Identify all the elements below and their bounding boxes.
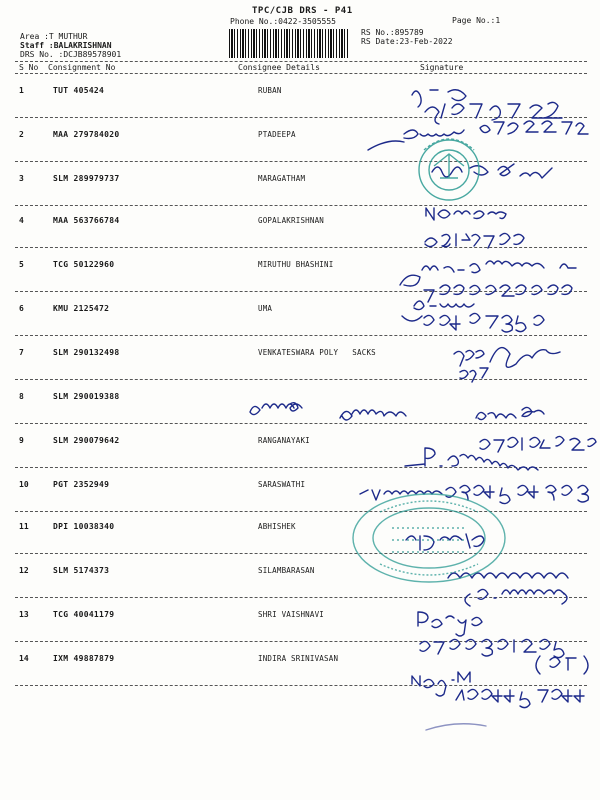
row-sno: 9 (19, 436, 24, 445)
page-title: TPC/CJB DRS - P41 (252, 6, 353, 16)
row-consignment-no: TCG 50122960 (53, 260, 115, 269)
row-consignee-name: MIRUTHU BHASHINI (258, 260, 334, 269)
row-sno: 14 (19, 654, 29, 663)
row-sno: 10 (19, 480, 29, 489)
row-consignee-name: ABHISHEK (258, 522, 296, 531)
stray-mark (426, 724, 486, 730)
row-consignment-no: KMU 2125472 (53, 304, 110, 313)
signature-row-6 (402, 301, 544, 332)
row-consignee-name: GOPALAKRISHNAN (258, 216, 325, 225)
row-consignment-no: SLM 290132498 (53, 348, 120, 357)
row-sno: 13 (19, 610, 29, 619)
row-consignment-no: SLM 290079642 (53, 436, 120, 445)
row-consignee-name: RUBAN (258, 86, 282, 95)
row-consignment-no: SLM 5174373 (53, 566, 110, 575)
row-consignment-no: MAA 563766784 (53, 216, 120, 225)
col-header-consignee: Consignee Details (238, 63, 320, 72)
row-consignment-no: PGT 2352949 (53, 480, 110, 489)
row-sno: 4 (19, 216, 24, 225)
col-header-sno: S No (19, 63, 39, 72)
row-sno: 3 (19, 174, 24, 183)
signature-row-8 (250, 403, 544, 420)
stamp-oval (353, 494, 505, 582)
row-consignment-no: TCG 40041179 (53, 610, 115, 619)
row-sno: 7 (19, 348, 24, 357)
phone-number: Phone No.:0422-3505555 (230, 17, 336, 26)
row-consignment-no: IXM 49887879 (53, 654, 115, 663)
signature-row-14 (412, 672, 584, 708)
col-header-signature: Signature (420, 63, 464, 72)
row-consignee-name: INDIRA SRINIVASAN (258, 654, 339, 663)
signature-row-5 (400, 261, 576, 302)
staff-label: Staff :BALAKRISHNAN (20, 41, 112, 50)
rs-number: RS No.:895789 (361, 28, 424, 37)
row-sno: 5 (19, 260, 24, 269)
signature-row-7 (454, 348, 560, 382)
row-sno: 6 (19, 304, 24, 313)
row-consignee-name: PTADEEPA (258, 130, 296, 139)
row-consignee-name: VENKATESWARA POLY SACKS (258, 348, 376, 357)
row-consignment-no: DPI 10038340 (53, 522, 115, 531)
row-consignment-no: MAA 279784020 (53, 130, 120, 139)
page-number: Page No.:1 (452, 16, 501, 25)
row-consignee-name: SILAMBARASAN (258, 566, 315, 575)
row-sno: 11 (19, 522, 29, 531)
row-sno: 1 (19, 86, 24, 95)
row-sno: 2 (19, 130, 24, 139)
row-consignment-no: TUT 405424 (53, 86, 105, 95)
signature-row-10 (360, 485, 588, 503)
drs-number: DRS No. :DCJB89578901 (20, 50, 122, 59)
signature-row-4 (425, 208, 524, 248)
area-label: Area :T MUTHUR (20, 32, 88, 41)
signature-row-3 (432, 164, 552, 178)
signature-row-13 (418, 612, 588, 674)
signature-row-1 (412, 90, 562, 124)
row-consignment-no: SLM 290019388 (53, 392, 120, 401)
row-consignment-no: SLM 289979737 (53, 174, 120, 183)
row-consignee-name: UMA (258, 304, 273, 313)
row-consignee-name: RANGANAYAKI (258, 436, 310, 445)
row-sno: 12 (19, 566, 29, 575)
stamp-circle (419, 139, 479, 200)
row-sno: 8 (19, 392, 24, 401)
signature-row-12 (448, 573, 568, 606)
col-header-consignment: Consignment No (48, 63, 116, 72)
signature-row-9 (405, 436, 596, 470)
row-consignee-name: MARAGATHAM (258, 174, 306, 183)
signature-row-2 (368, 121, 588, 150)
rs-date: RS Date:23-Feb-2022 (361, 37, 453, 46)
row-consignee-name: SARASWATHI (258, 480, 306, 489)
signature-row-11 (406, 534, 484, 550)
row-consignee-name: SHRI VAISHNAVI (258, 610, 325, 619)
